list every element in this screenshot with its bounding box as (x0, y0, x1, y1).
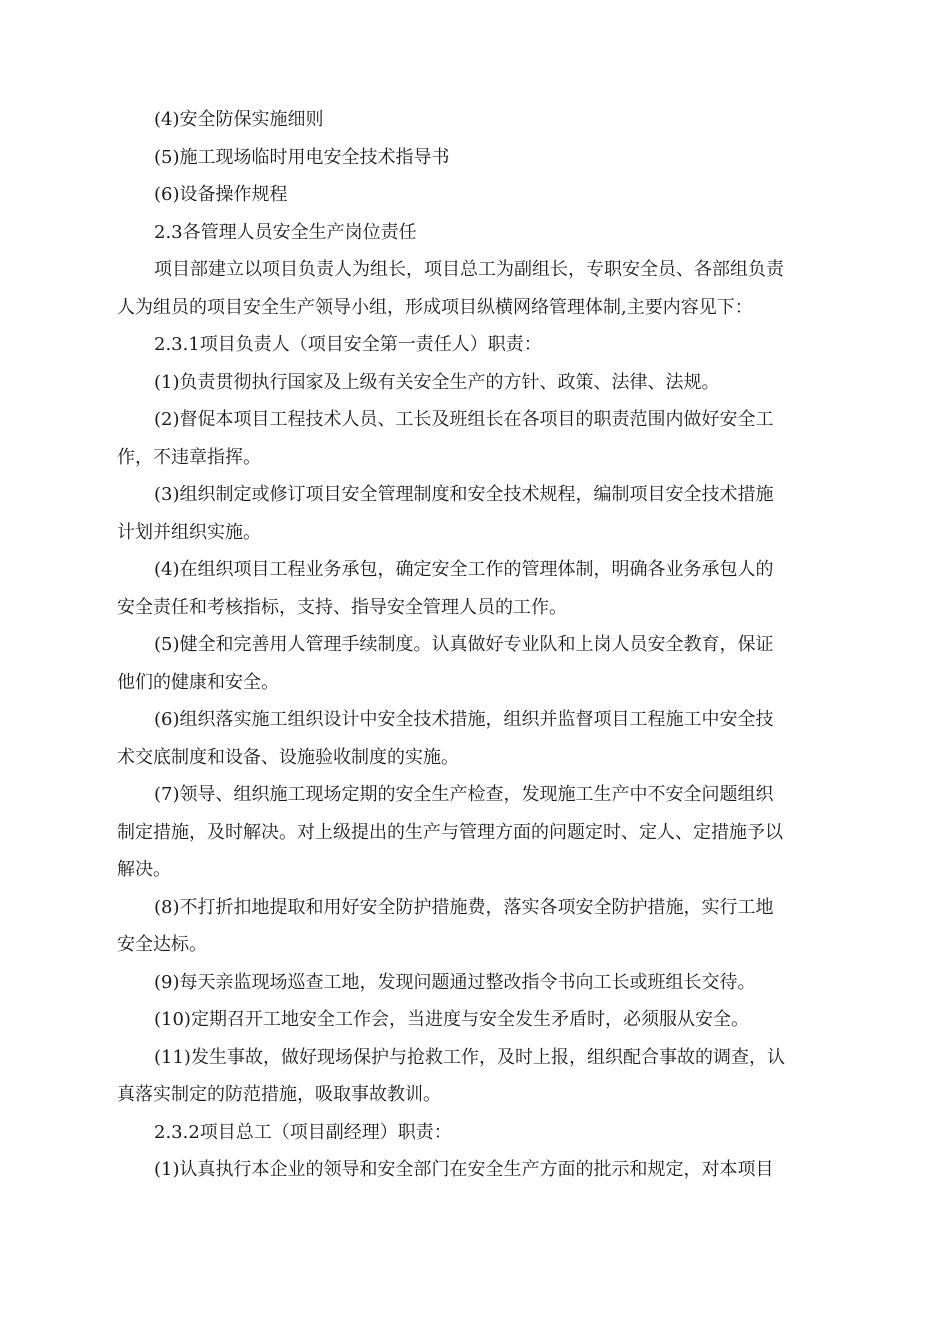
list-item-duty-6 (117, 701, 821, 776)
text-line: 安全责任和考核指标，支持、指导安全管理人员的工作。 (117, 596, 567, 618)
document-body (117, 101, 821, 1189)
text-line: 项目部建立以项目负责人为组长，项目总工为副组长，专职安全员、各部组负责 (154, 259, 784, 280)
text-line: (1)负责贯彻执行国家及上级有关安全生产的方针、政策、法律、法规。 (154, 371, 720, 393)
paragraph-leadership-group (117, 251, 821, 326)
text-line: 他们的健康和安全。 (117, 671, 279, 693)
text-line: (9)每天亲监现场巡查工地，发现问题通过整改指令书向工长或班组长交待。 (154, 971, 756, 993)
text-line: 制定措施，及时解决。对上级提出的生产与管理方面的问题定时、定人、定措施予以 (117, 821, 783, 843)
text-line: (3)组织制定或修订项目安全管理制度和安全技术规程，编制项目安全技术措施 (154, 484, 774, 505)
text-line: (1)认真执行本企业的领导和安全部门在安全生产方面的批示和规定，对本项目 (154, 1159, 774, 1180)
list-item-safety-protection-rules (117, 101, 821, 139)
list-item-duty-8 (117, 889, 821, 964)
list-item-duty-3 (117, 476, 821, 551)
text-line: 作，不违章指挥。 (117, 446, 261, 468)
text-line: (10)定期召开工地安全工作会，当进度与安全发生矛盾时，必须服从安全。 (154, 1009, 749, 1030)
text-line: 2.3.1项目负责人（项目安全第一责任人）职责： (154, 334, 542, 355)
text-line: (4)在组织项目工程业务承包，确定安全工作的管理体制，明确各业务承包人的 (154, 559, 774, 580)
list-item-duty-1 (117, 364, 821, 402)
list-item-chief-engineer-duty-1 (117, 1151, 821, 1189)
text-line: (2)督促本项目工程技术人员、工长及班组长在各项目的职责范围内做好安全工 (154, 409, 774, 430)
list-item-duty-9 (117, 964, 821, 1002)
text-line: (5)施工现场临时用电安全技术指导书 (154, 146, 450, 168)
text-line: (7)领导、组织施工现场定期的安全生产检查，发现施工生产中不安全问题组织 (154, 784, 774, 805)
text-line: 术交底制度和设备、设施验收制度的实施。 (117, 746, 459, 768)
list-item-temporary-power-guide (117, 139, 821, 177)
text-line: 人为组员的项目安全生产领导小组，形成项目纵横网络管理体制,主要内容见下： (117, 296, 753, 318)
text-line: 安全达标。 (117, 934, 207, 955)
list-item-duty-10 (117, 1001, 821, 1039)
text-line: 解决。 (117, 859, 171, 880)
text-line: 2.3.2项目总工（项目副经理）职责： (154, 1121, 452, 1143)
text-line: (11)发生事故，做好现场保护与抢救工作，及时上报，组织配合事故的调查，认 (154, 1046, 785, 1068)
list-item-duty-5 (117, 626, 821, 701)
text-line: 计划并组织实施。 (117, 521, 261, 543)
list-item-duty-11 (117, 1039, 821, 1114)
list-item-duty-2 (117, 401, 821, 476)
text-line: (8)不打折扣地提取和用好安全防护措施费，落实各项安全防护措施，实行工地 (154, 896, 774, 918)
text-line: (4)安全防保实施细则 (154, 109, 324, 130)
text-line: 2.3各管理人员安全生产岗位责任 (154, 221, 417, 243)
section-heading-2-3 (117, 214, 821, 252)
list-item-duty-7 (117, 776, 821, 889)
section-heading-2-3-2 (117, 1114, 821, 1152)
section-heading-2-3-1 (117, 326, 821, 364)
text-line: (6)设备操作规程 (154, 184, 288, 205)
list-item-duty-4 (117, 551, 821, 626)
text-line: (5)健全和完善用人管理手续制度。认真做好专业队和上岗人员安全教育，保证 (154, 634, 774, 655)
list-item-equipment-procedures (117, 176, 821, 214)
text-line: (6)组织落实施工组织设计中安全技术措施，组织并监督项目工程施工中安全技 (154, 709, 774, 730)
text-line: 真落实制定的防范措施，吸取事故教训。 (117, 1084, 441, 1105)
